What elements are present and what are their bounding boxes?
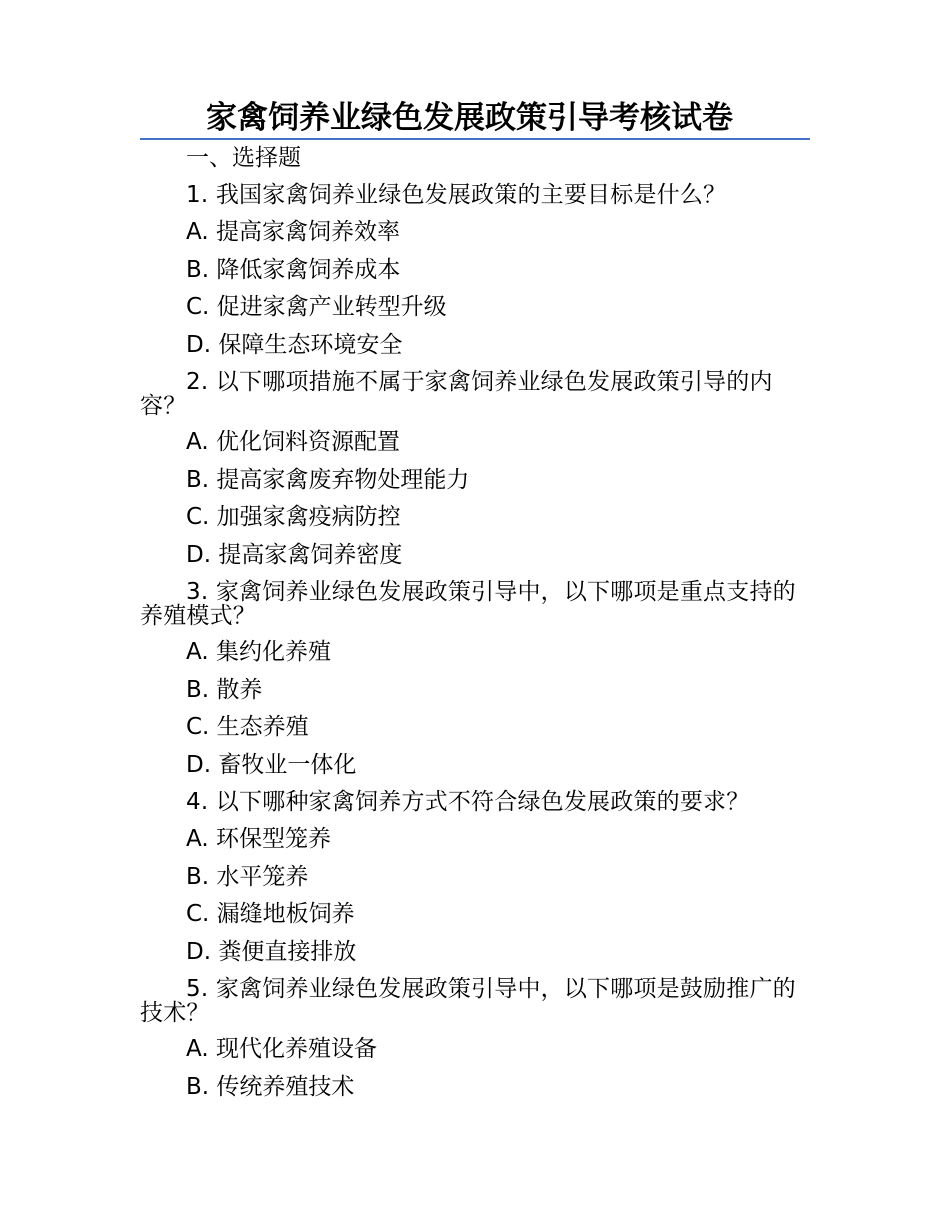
question-5	[140, 977, 810, 1106]
option-list	[140, 424, 810, 574]
option-list	[140, 821, 810, 971]
question-1	[140, 177, 810, 364]
question-text: 2. 以下哪项措施不属于家禽饲养业绿色发展政策引导的内容？	[140, 369, 773, 419]
page-title: 家禽饲养业绿色发展政策引导考核试卷	[206, 100, 733, 136]
option-d: D. 粪便直接排放	[186, 938, 357, 965]
question-text: 1. 我国家禽饲养业绿色发展政策的主要目标是什么？	[186, 182, 727, 208]
option-b: B. 散养	[186, 676, 263, 703]
option-list	[140, 634, 810, 784]
question-3	[140, 580, 810, 784]
question-text: 5. 家禽饲养业绿色发展政策引导中，以下哪项是鼓励推广的技术？	[140, 976, 796, 1026]
option-a: A. 集约化养殖	[186, 639, 331, 665]
option-a: A. 提高家禽饲养效率	[186, 219, 400, 245]
question-text: 4. 以下哪种家禽饲养方式不符合绿色发展政策的要求？	[186, 789, 750, 815]
option-c: C. 漏缝地板饲养	[186, 901, 355, 927]
option-a: A. 优化饲料资源配置	[186, 429, 400, 455]
option-b: B. 降低家禽饲养成本	[186, 256, 401, 283]
question-4	[140, 784, 810, 971]
option-list	[140, 1031, 810, 1106]
option-c: C. 生态养殖	[186, 714, 309, 740]
option-d: D. 保障生态环境安全	[186, 331, 403, 358]
option-a: A. 现代化养殖设备	[186, 1036, 377, 1062]
option-b: B. 提高家禽废弃物处理能力	[186, 466, 470, 493]
option-b: B. 水平笼养	[186, 863, 309, 890]
option-b: B. 传统养殖技术	[186, 1073, 355, 1100]
option-list	[140, 214, 810, 364]
section-heading: 一、选择题	[186, 145, 301, 171]
option-c: C. 加强家禽疫病防控	[186, 504, 401, 530]
option-d: D. 提高家禽饲养密度	[186, 541, 403, 568]
question-text: 3. 家禽饲养业绿色发展政策引导中，以下哪项是重点支持的养殖模式？	[140, 579, 796, 629]
option-d: D. 畜牧业一体化	[186, 751, 357, 778]
option-a: A. 环保型笼养	[186, 826, 331, 852]
question-2	[140, 370, 810, 574]
option-c: C. 促进家禽产业转型升级	[186, 294, 447, 320]
exam-page	[140, 96, 810, 1106]
